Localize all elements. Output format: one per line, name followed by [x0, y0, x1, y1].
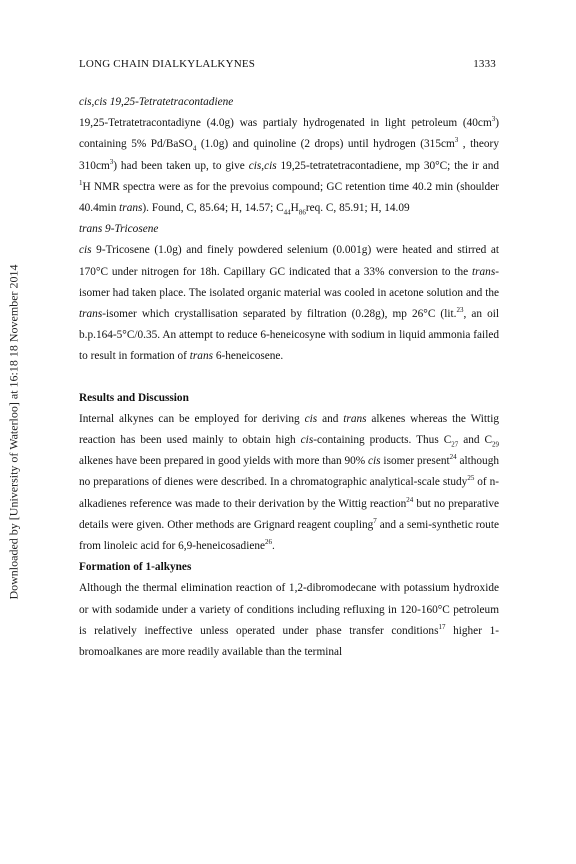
page-number: 1333: [473, 58, 496, 70]
heading-results-discussion: Results and Discussion: [79, 391, 189, 404]
paragraph-hydrogenation: 19,25-Tetratetracontadiyne (4.0g) was partialy hydrogenated in light petroleum $(40cm^3)$ containing 5% Pd/BaSO$_4$ (1.0g) and quinoline (2 drops) until hydrogen ($315cm^3$ , theory $310cm^3$) had been taken up, to give cis,cis 19,25-tetratetracontadiene, mp 30°C; the ir and $^1$H NMR spectra were as for the prevoius compound; GC retention time 40.2 min (shoulder 40.4min trans). Found, C, 85.64; H, 14.57; $C_{44}H_{86}req$. C, 85.91; H, 14.09: [79, 115, 499, 217]
section-gap: [79, 368, 499, 388]
heading-formation-1-alkynes: Formation of 1-alkynes: [79, 561, 192, 574]
heading-cis-cis-tetratetracontadiene: cis,cis 19,25-Tetratetracontadiene: [79, 96, 234, 108]
running-header: [79, 58, 496, 70]
paragraph-results: Internal alkynes can be employed for deriving cis and trans alkenes whereas the Wittig reaction has been used mainly to obtain high cis-containing products. Thus $C_{27}$ and $C_{29}$ alkenes have been prepared in good yields with more than 90% cis isomer present$^{24}$ although no preparations of dienes were described. In a chromatographic analytical-scale study$^{25}$ of n-alkadienes reference was made to their derivation by the Wittig reaction$^{24}$ but no preparative details were given. Other methods are Grignard reagent coupling$^7$ and a semi-synthetic route from linoleic acid for 6,9-heneicosadiene$^{26}$.: [79, 412, 500, 553]
paragraph-formation: Although the thermal elimination reaction of 1,2-dibromodecane with potassium hydroxide or with sodamide under a variety of conditions including refluxing in 120-160°C petroleum is relatively ineffective unless operated under phase transfer conditions$^{17}$ higher 1-bromoalkanes are more readily available than the terminal: [79, 582, 500, 659]
running-title: LONG CHAIN DIALKYLALKYNES: [79, 58, 256, 70]
page-body: [79, 92, 499, 663]
paragraph-isomerisation: cis 9-Tricosene (1.0g) and finely powdered selenium (0.001g) were heated and stirred at 170°C under nitrogen for 18h. Capillary GC indicated that a 33% conversion to the trans-isomer had taken place. The isolated organic material was cooled in acetone solution and the trans-isomer which crystallisation separated by filtration (0.28g), mp 26°C (lit.$^{23}$, an oil b.p.164-5°C/0.35. An attempt to reduce 6-heneicosyne with sodium in liquid ammonia failed to result in formation of trans 6-heneicosene.: [79, 244, 500, 363]
download-note: Downloaded by [University of Waterloo] at 16:18 18 November 2014: [6, 264, 21, 600]
heading-trans-tricosene: trans 9-Tricosene: [79, 223, 159, 236]
